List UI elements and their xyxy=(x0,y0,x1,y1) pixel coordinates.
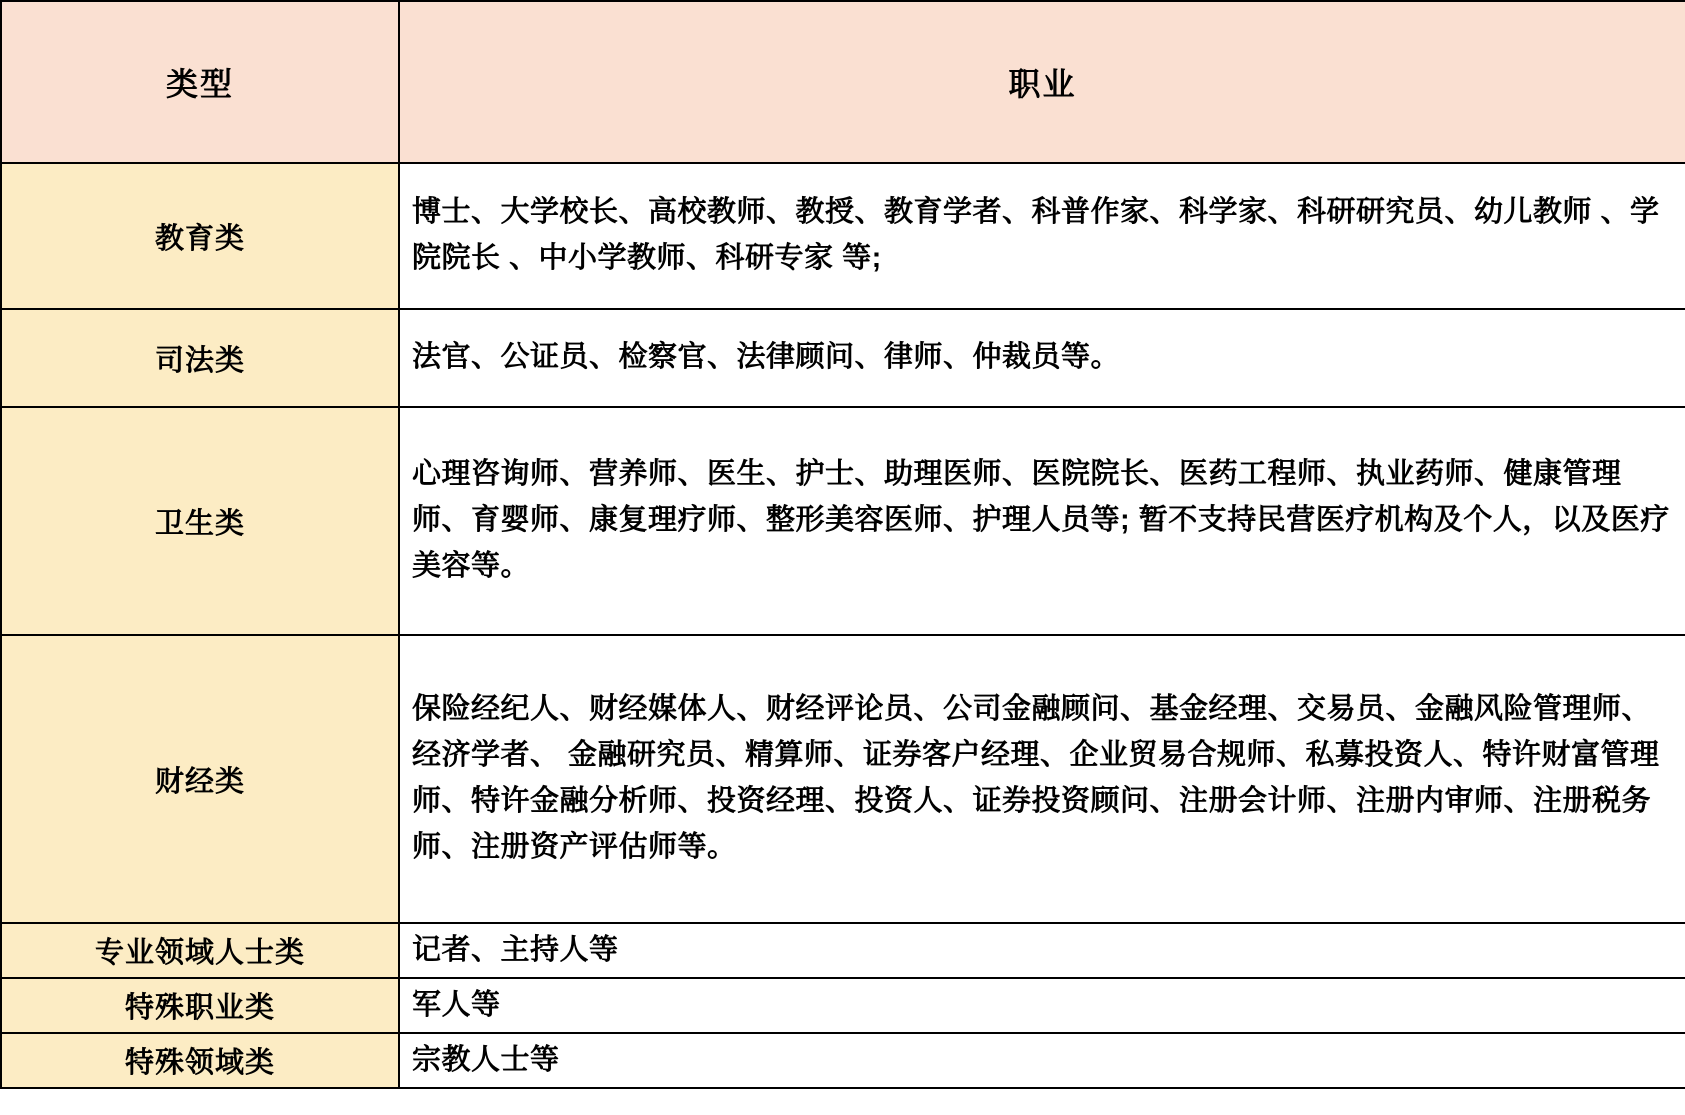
row-occupations-professional: 记者、主持人等 xyxy=(399,923,1685,978)
table-row xyxy=(1,309,1685,407)
table-row xyxy=(1,923,1685,978)
table-row xyxy=(1,978,1685,1033)
column-header-occupation: 职业 xyxy=(399,1,1685,163)
row-occupations-education: 博士、大学校长、高校教师、教授、教育学者、科普作家、科学家、科研研究员、幼儿教师 、学院院长 、中小学教师、科研专家 等; xyxy=(399,163,1685,309)
row-occupations-finance: 保险经纪人、财经媒体人、财经评论员、公司金融顾问、基金经理、交易员、金融风险管理师、经济学者、 金融研究员、精算师、证券客户经理、企业贸易合规师、私募投资人、特许财富管理师、特许金融分析师、投资经理、投资人、证券投资顾问、注册会计师、注册内审师、注册税务师、注册资产评估师等。 xyxy=(399,635,1685,923)
row-type-professional: 专业领域人士类 xyxy=(1,923,399,978)
row-type-special-field: 特殊领域类 xyxy=(1,1033,399,1088)
row-type-education: 教育类 xyxy=(1,163,399,309)
table-header xyxy=(1,1,1685,163)
table-row xyxy=(1,635,1685,923)
table-row xyxy=(1,407,1685,635)
row-type-finance: 财经类 xyxy=(1,635,399,923)
row-occupations-special-occupation: 军人等 xyxy=(399,978,1685,1033)
row-type-health: 卫生类 xyxy=(1,407,399,635)
row-occupations-judicial: 法官、公证员、检察官、法律顾问、律师、仲裁员等。 xyxy=(399,309,1685,407)
table-row xyxy=(1,1033,1685,1088)
table-body xyxy=(1,163,1685,1088)
column-header-type: 类型 xyxy=(1,1,399,163)
row-type-special-occupation: 特殊职业类 xyxy=(1,978,399,1033)
row-occupations-special-field: 宗教人士等 xyxy=(399,1033,1685,1088)
table-row xyxy=(1,163,1685,309)
row-type-judicial: 司法类 xyxy=(1,309,399,407)
row-occupations-health: 心理咨询师、营养师、医生、护士、助理医师、医院院长、医药工程师、执业药师、健康管理师、育婴师、康复理疗师、整形美容医师、护理人员等; 暂不支持民营医疗机构及个人，以及医疗美容等。 xyxy=(399,407,1685,635)
table-header-row xyxy=(1,1,1685,163)
